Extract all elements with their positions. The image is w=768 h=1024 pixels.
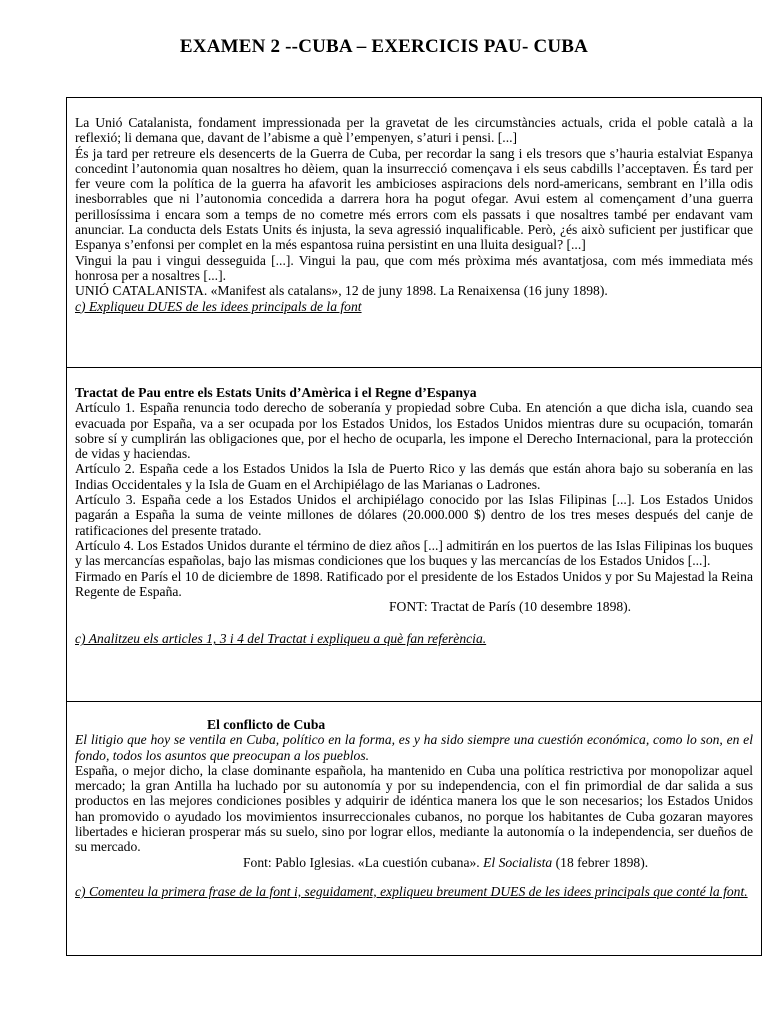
text-paragraph: Artículo 1. España renuncia todo derecho de soberanía y propiedad sobre Cuba. En atención a que dicha isla, cuando sea evacuada por España, va a ser ocupada por los Estados Unidos, los Estados Unidos mientras dure su ocupación, tomarán sobre sí y cumplirán las obligaciones que, por el hecho de ocuparla, les impone el Derecho Internacional, para la protección de vidas y haciendas. [75,400,753,462]
source-publication: El Socialista [483,854,553,870]
text-paragraph: Artículo 4. Los Estados Unidos durante el término de diez años [...] admitirán en los puertos de las Islas Filipinas los buques y las mercancías españolas, bajo las mismas condiciones que los buques y las mercancías de los Estados Unidos [...]. [75,537,753,569]
section-heading: Tractat de Pau entre els Estats Units d’Amèrica i el Regne d’Espanya [75,385,477,400]
spacer [75,870,753,884]
text-paragraph: España, o mejor dicho, la clase dominante española, ha mantenido en Cuba una política restrictiva por monopolizar aquel mercado; la gran Antilla ha luchado por su autonomía y por su independencia, con el fin primordial de dar salida a sus productos en las mejores condiciones posibles y adquirir de idéntica manera los que le son necesarios; los Estados Unidos han promovido o ayudado los movimientos insurreccionales cubanos, no porque los habitantes de Cuba gozaran mayores libertades e hicieran prosperar más su suelo, sino por lograr ellos, mediante la autonomía o la independencia, ser dueños de su mercado. [75,762,753,855]
text-paragraph: Artículo 2. España cede a los Estados Unidos la Isla de Puerto Rico y las demás que están ahora bajo su soberanía en las Indias Occidentales y la Isla de Guam en el Archipiélago de las Marianas o Ladrones. [75,461,753,492]
text-paragraph: La Unió Catalanista, fondament impressionada per la gravetat de les circumstàncies actuals, crida el poble català a la reflexió; li demana que, davant de l’abisme a què l’empenyen, s’aturi i pensi. [...] [75,115,753,146]
text-paragraph: Vingui la pau i vingui desseguida [...]. Vingui la pau, que com més pròxima més avantatjosa, com més immediata més honrosa per a nosaltres [...]. [75,252,753,283]
source-citation: FONT: Tractat de París (10 desembre 1898). [389,599,632,615]
source-box-1 [66,97,762,367]
source-citation [75,855,753,870]
source-citation: UNIÓ CATALANISTA. «Manifest als catalans», 12 de juny 1898. La Renaixensa (16 juny 1898). [75,283,608,299]
exercise-question: c) Analitzeu els articles 1, 3 i 4 del Tractat i expliqueu a què fan referència. [75,631,487,647]
text-paragraph: Artículo 3. España cede a los Estados Unidos el archipiélago conocido por las Islas Filipinas [...]. Los Estados Unidos pagarán a España la suma de veinte millones de dólares (20.000.000 $) dentro de los tres meses después del canje de ratificaciones del presente tratado. [75,492,753,538]
section-heading: El conflicto de Cuba [207,717,326,732]
italic-paragraph: El litigio que hoy se ventila en Cuba, político en la forma, es y ha sido siempre una cuestión económica, como lo son, en el fondo, todos los asuntos que preocupan a los pueblos. [75,732,753,763]
exercise-question: c) Comenteu la primera frase de la font i, seguidament, expliqueu breument DUES de les idees principals que conté la font. [75,883,748,899]
spacer [75,614,753,631]
source-box-2 [66,367,762,701]
source-box-3 [66,701,762,956]
source-suffix: (18 febrer 1898). [555,854,649,870]
text-paragraph: Firmado en París el 10 de diciembre de 1898. Ratificado por el presidente de los Estados Unidos y por Su Majestad la Reina Regente de España. [75,568,753,599]
text-paragraph: És ja tard per retreure els desencerts de la Guerra de Cuba, per recordar la sang i els tresors que s’hauria estalviat Espanya concedint l’autonomia quan nosaltres ho dèiem, quan la insurrecció començava i els seus cabdills l’acceptaven. És tard per fer veure com la política de la guerra ha afavorit les ambicioses aspiracions dels nord-americans, sembrant en l’illa odis inesborrables que ni l’autonomia concedida a darrera hora ha pogut ofegar. Avui estem al començament d’una guerra perillosíssima i encara som a temps de no cometre més errors com els passats i que nosaltres també per endavant vam anunciar. La conducta dels Estats Units és injusta, la seva agressió inqualificable. Però, ¿és això suficient per justificar que Espanya s’enfonsi per complet en la més espantosa ruina persistint en una lluita desigual? [...] [75,145,753,253]
page-title: EXAMEN 2 --CUBA – EXERCICIS PAU- CUBA [179,36,589,57]
exercise-question: c) Expliqueu DUES de les idees principals de la font [75,298,362,314]
source-prefix: Font: Pablo Iglesias. «La cuestión cubana». [243,854,480,870]
